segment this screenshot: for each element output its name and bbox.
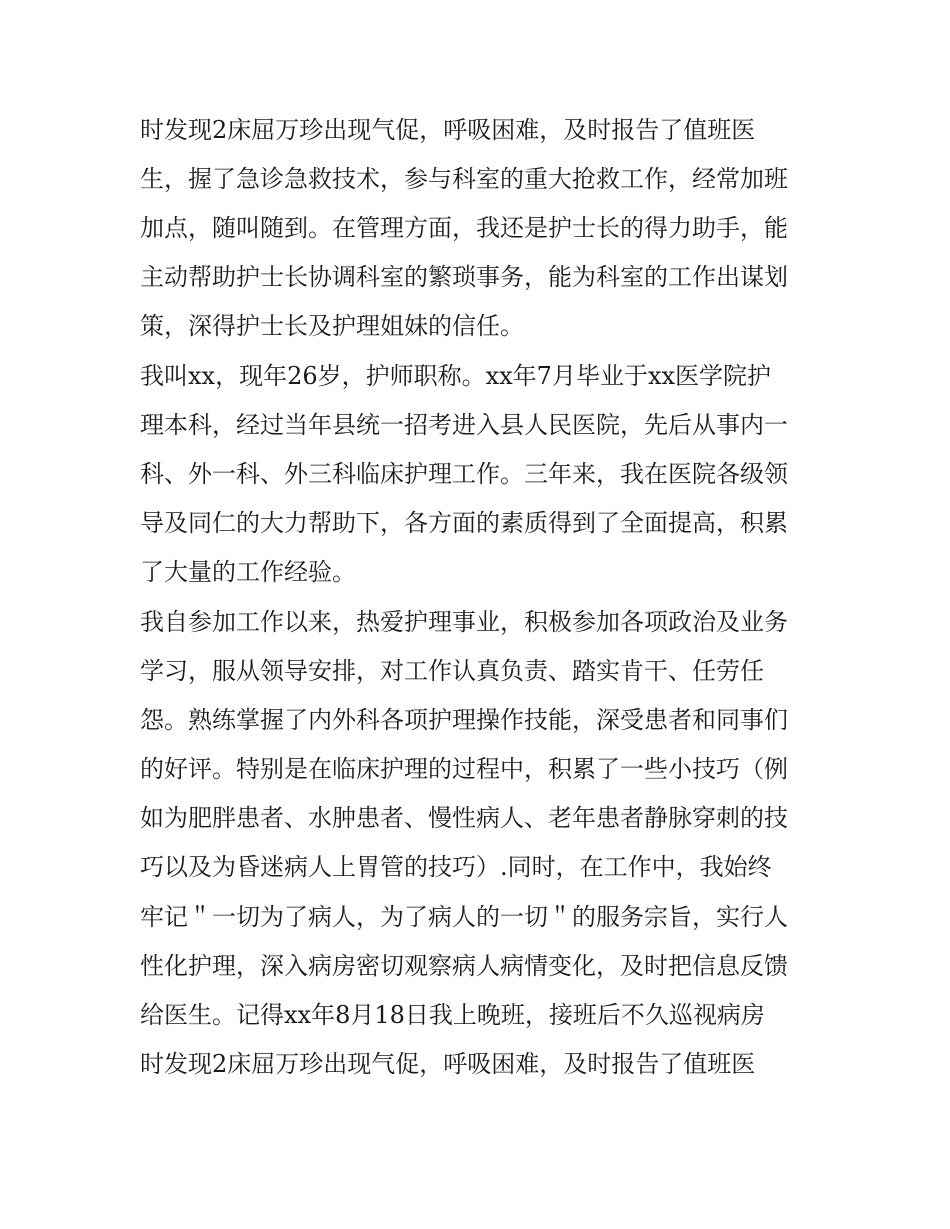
- text-line: 生，握了急诊急救技术，参与科室的重大抢救工作，经常加班: [140, 165, 788, 193]
- text-line: 的好评。特别是在临床护理的过程中，积累了一些小技巧（例: [140, 755, 788, 783]
- text-line: 了大量的工作经验。: [140, 558, 356, 586]
- text-line: 牢记＂一切为了病人，为了病人的一切＂的服务宗旨，实行人: [140, 903, 788, 931]
- text-line: 学习，服从领导安排，对工作认真负责、踏实肯干、任劳任: [140, 657, 764, 685]
- text-line: 科、外一科、外三科临床护理工作。三年来，我在医院各级领: [140, 460, 788, 488]
- text-line: 如为肥胖患者、水肿患者、慢性病人、老年患者静脉穿刺的技: [140, 804, 788, 832]
- text-line: 性化护理，深入病房密切观察病人病情变化，及时把信息反馈: [140, 952, 788, 980]
- text-line: 导及同仁的大力帮助下，各方面的素质得到了全面提高，积累: [140, 509, 788, 537]
- text-line: 我自参加工作以来，热爱护理事业，积极参加各项政治及业务: [140, 608, 788, 636]
- text-line: 给医生。记得xx年8月18日我上晚班，接班后不久巡视病房: [140, 1001, 765, 1029]
- text-line: 我叫xx，现年26岁，护师职称。xx年7月毕业于xx医学院护: [140, 362, 772, 390]
- text-line: 主动帮助护士长协调科室的繁琐事务，能为科室的工作出谋划: [140, 263, 788, 291]
- text-line: 时发现2床屈万珍出现气促，呼吸困难，及时报告了值班医: [140, 116, 756, 144]
- text-line: 理本科，经过当年县统一招考进入县人民医院，先后从事内一: [140, 411, 788, 439]
- text-line: 巧以及为昏迷病人上胃管的技巧）.同时，在工作中，我始终: [140, 853, 772, 881]
- text-line: 怨。熟练掌握了内外科各项护理操作技能，深受患者和同事们: [140, 706, 788, 734]
- text-line: 策，深得护士长及护理姐妹的信任。: [140, 312, 524, 340]
- text-line: 时发现2床屈万珍出现气促，呼吸困难，及时报告了值班医: [140, 1050, 756, 1078]
- text-line: 加点，随叫随到。在管理方面，我还是护士长的得力助手，能: [140, 214, 788, 242]
